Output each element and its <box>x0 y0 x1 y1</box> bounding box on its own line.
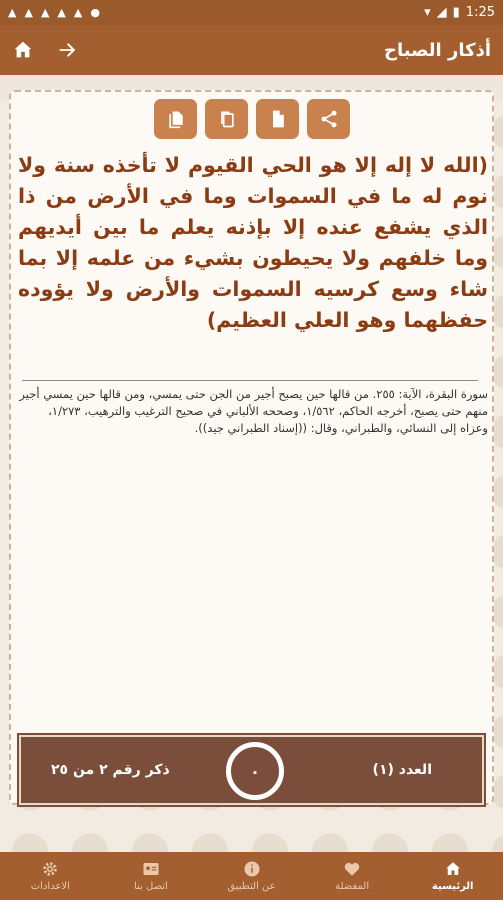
gear-icon <box>41 860 59 878</box>
arrow-right-icon[interactable] <box>56 39 78 61</box>
nav-label: اتصل بنا <box>134 881 168 892</box>
contact-card-icon <box>142 860 160 878</box>
action-buttons <box>154 99 350 139</box>
app-bar <box>0 25 503 75</box>
divider <box>22 380 478 381</box>
notification-icon: ▲ <box>73 6 83 19</box>
share-icon <box>319 109 339 129</box>
count-label: العدد (١) <box>372 762 432 778</box>
nav-item-contact[interactable] <box>101 852 202 900</box>
home-icon[interactable] <box>12 39 34 61</box>
counter-button[interactable] <box>226 742 284 800</box>
info-icon <box>243 860 261 878</box>
document-button[interactable] <box>256 99 299 139</box>
nav-label: الاعدادات <box>30 881 70 892</box>
nav-label: عن التطبيق <box>227 881 276 892</box>
notification-icons <box>8 6 100 19</box>
status-time: 1:25 <box>465 5 495 20</box>
home-icon <box>444 860 462 878</box>
status-bar <box>0 0 503 25</box>
zikr-text: (الله لا إله إلا هو الحي القيوم لا تأخذه سنة ولا نوم له ما في السموات وما في الأرض من ذا الذي يشفع عنده إلا بإذنه يعلم ما بين أيديهم وما خلفهم ولا يحيطون بشيء من علمه إلا بما شاء وسع كرسيه السموات والأرض ولا يؤوده حفظهما وهو العلي العظيم) <box>18 153 488 332</box>
page-title: أذكار الصباح <box>383 39 491 61</box>
heart-icon <box>343 860 361 878</box>
copy-text-button[interactable] <box>154 99 197 139</box>
document-icon <box>268 109 288 129</box>
signal-icon: ◢ <box>436 5 447 20</box>
zikr-reference: سورة البقرة، الآية: ٢٥٥. من قالها حين يصبح أجير من الجن حتى يمسي، ومن قالها حين يمسي أجير منهم حتى يصبح، أخرجه الحاكم، ١/٥٦٢، وصححه الألباني في صحيح الترغيب والترهيب، ١/٢٧٣، وعزاه إلى النسائي، والطبراني، وقال: ((إسناد الطبراني جيد)). <box>19 387 488 435</box>
copy-icon <box>217 109 237 129</box>
counter-bar <box>19 735 484 805</box>
copy-button[interactable] <box>205 99 248 139</box>
notification-icon: ▲ <box>24 6 33 19</box>
nav-item-about[interactable] <box>201 852 302 900</box>
file-copy-icon <box>166 109 186 129</box>
nav-item-home[interactable] <box>402 852 503 900</box>
notification-icon: ▲ <box>40 6 50 19</box>
wifi-icon: ▾ <box>424 5 431 20</box>
notification-icon: ▲ <box>8 6 17 19</box>
nav-item-settings[interactable] <box>0 852 101 900</box>
nav-label: الرئيسية <box>431 881 474 892</box>
counter-value: ٠ <box>250 761 260 781</box>
share-button[interactable] <box>307 99 350 139</box>
nav-item-favorites[interactable] <box>302 852 403 900</box>
battery-icon: ▮ <box>452 5 460 20</box>
bottom-nav <box>0 852 503 900</box>
zikr-number: ذكر رقم ٢ من ٢٥ <box>51 762 170 778</box>
notification-icon: ▲ <box>57 6 66 19</box>
dot-icon: ● <box>90 6 100 19</box>
nav-label: المفضلة <box>335 881 370 892</box>
